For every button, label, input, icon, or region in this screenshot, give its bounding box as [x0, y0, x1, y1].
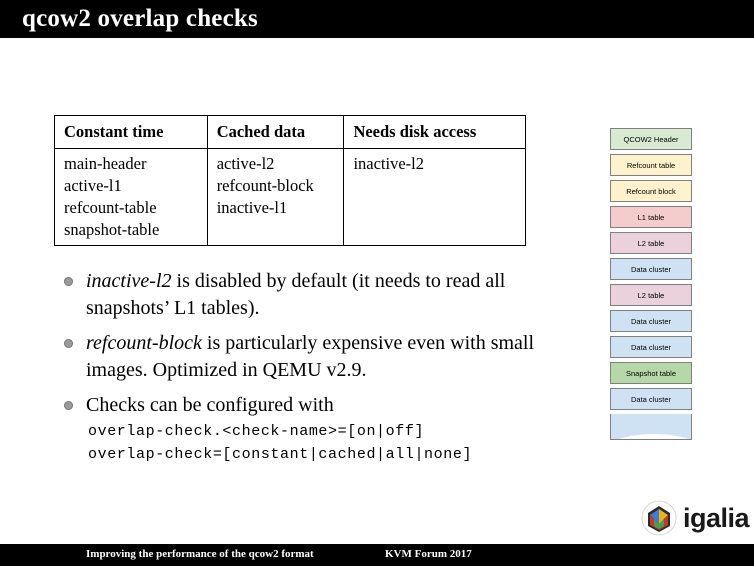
bullet-text: Checks can be configured with [86, 394, 334, 417]
table-cell-needs-disk-access [344, 148, 526, 245]
diagram-block-l2-table-2: L2 table [610, 284, 692, 306]
bullet-text: is disabled by default (it needs to read all snapshots’ L1 tables). [86, 270, 506, 319]
footer-event-name: KVM Forum 2017 [385, 548, 472, 560]
list-item: main-header [64, 153, 147, 173]
diagram-block-data-cluster-3: Data cluster [610, 336, 692, 358]
diagram-block-refcount-block: Refcount block [610, 180, 692, 202]
code-line-overlap-check-name: overlap-check.<check-name>=[on|off] [88, 422, 425, 440]
bullet-dot-icon [64, 277, 73, 286]
slide-title-bar [0, 0, 754, 40]
table-cell-cached-data [207, 148, 344, 245]
list-item: inactive-l1 [216, 197, 288, 217]
footer-talk-title: Improving the performance of the qcow2 format [86, 548, 314, 560]
bullet-text: is particularly expensive even with small images. Optimized in QEMU v2.9. [86, 332, 535, 381]
bullet-item-configuration [54, 392, 574, 464]
diagram-block-data-cluster-1: Data cluster [610, 258, 692, 280]
list-item: refcount-block [216, 175, 314, 195]
diagram-block-data-cluster-4: Data cluster [610, 388, 692, 410]
table-header-row [55, 116, 526, 149]
bullet-dot-icon [64, 339, 73, 348]
overlap-checks-table [54, 115, 526, 246]
list-item: active-l2 [216, 153, 275, 173]
diagram-block-l2-table-1: L2 table [610, 232, 692, 254]
list-item: snapshot-table [64, 219, 160, 239]
page-title: qcow2 overlap checks [22, 5, 258, 32]
table-column-header-constant-time: Constant time [55, 116, 208, 149]
igalia-logo [641, 500, 750, 538]
list-item: active-l1 [64, 175, 122, 195]
diagram-block-qcow2-header: QCOW2 Header [610, 128, 692, 150]
igalia-mark-icon [641, 500, 677, 536]
diagram-block-refcount-table: Refcount table [610, 154, 692, 176]
slide-footer [0, 542, 754, 566]
bullet-item-refcount-block [54, 330, 574, 383]
qcow2-layout-diagram [610, 128, 694, 440]
code-line-overlap-check-group: overlap-check=[constant|cached|all|none] [88, 445, 473, 463]
diagram-block-snapshot-table: Snapshot table [610, 362, 692, 384]
table-row [55, 148, 526, 245]
table-cell-constant-time [55, 148, 208, 245]
diagram-continuation-tail [610, 414, 692, 440]
diagram-block-data-cluster-2: Data cluster [610, 310, 692, 332]
bullet-list [54, 268, 574, 474]
bullet-emphasis: refcount-block [86, 332, 202, 355]
list-item: inactive-l2 [353, 153, 424, 173]
bullet-dot-icon [64, 401, 73, 410]
diagram-block-l1-table: L1 table [610, 206, 692, 228]
list-item: refcount-table [64, 197, 157, 217]
overlap-checks-table-wrapper [54, 115, 526, 246]
table-column-header-cached-data: Cached data [207, 116, 344, 149]
igalia-wordmark: igalia [683, 503, 750, 533]
table-column-header-needs-disk-access: Needs disk access [344, 116, 526, 149]
bullet-item-inactive-l2 [54, 268, 574, 321]
bullet-emphasis: inactive-l2 [86, 270, 172, 292]
